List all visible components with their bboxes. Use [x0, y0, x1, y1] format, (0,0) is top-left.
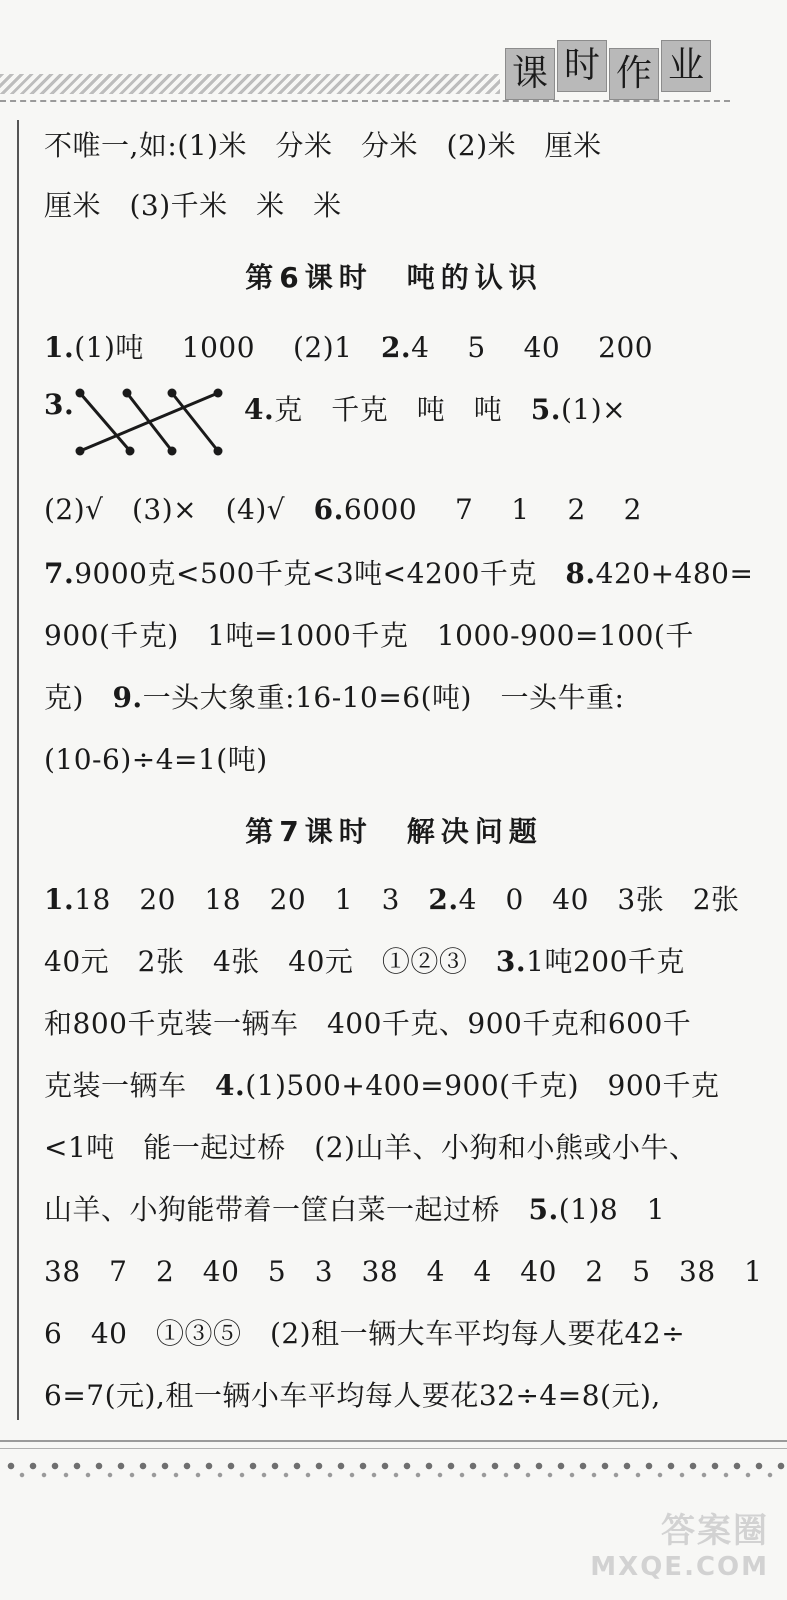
- s7-q2-number: 2.: [428, 883, 459, 916]
- badge-char-1: 课: [505, 48, 555, 100]
- match-dot-top-4: [214, 389, 223, 398]
- match-dot-bottom-2: [126, 447, 135, 456]
- s7-q2-answer: 4 0 40 3张 2张: [458, 883, 740, 916]
- q7-number: 7.: [44, 557, 75, 590]
- q4-number: 4.: [244, 393, 275, 426]
- s6-line-2: [244, 388, 626, 428]
- s7-line-8: 6 40 ①③⑤ (2)租一辆大车平均每人要花42÷: [44, 1317, 686, 1350]
- s6-line-6: [44, 676, 624, 716]
- s7-q4-number: 4.: [215, 1069, 246, 1102]
- s7-q3-answer-end: 克装一辆车: [44, 1069, 216, 1102]
- q5-answer-1: (1)×: [560, 393, 627, 426]
- q5-answer-rest: (2)√ (3)× (4)√: [44, 493, 314, 526]
- s7-line-1: [44, 878, 740, 918]
- s6-line-7: (10-6)÷4=1(吨): [44, 743, 268, 776]
- match-line-4: [80, 393, 218, 451]
- q2-number: 2.: [380, 331, 412, 364]
- q1-answer: (1)吨 1000 (2)1: [74, 331, 381, 364]
- match-dot-top-2: [123, 389, 132, 398]
- q9-answer: 一头大象重:16-10=6(吨) 一头牛重:: [142, 681, 625, 714]
- watermark-url: MXQE.COM: [590, 1552, 769, 1582]
- s6-line-4: [44, 552, 753, 592]
- match-dot-bottom-4: [214, 447, 223, 456]
- s7-q5-answer: (1)8 1: [558, 1193, 666, 1226]
- q2-answer: 4 5 40 200: [411, 331, 654, 364]
- s7-q4-answer-end: 山羊、小狗能带着一筐白菜一起过桥: [44, 1193, 529, 1226]
- match-line-1: [80, 393, 130, 451]
- s7-q5-number: 5.: [528, 1193, 559, 1226]
- q7-answer: 9000克<500千克<3吨<4200千克: [74, 557, 566, 590]
- page-header: [0, 0, 787, 110]
- section-7-title: 第7课时 解决问题: [245, 815, 543, 848]
- q3-number: 3.: [44, 388, 75, 421]
- q4-answer: 克 千克 吨 吨: [274, 393, 531, 426]
- s7-q2-answer-rest: 40元 2张 4张 40元 ①②③: [44, 945, 496, 978]
- prev-line-1: 不唯一,如:(1)米 分米 分米 (2)米 厘米: [44, 129, 602, 162]
- badge-char-4: 业: [661, 40, 711, 92]
- footer-dot-border-small: [11, 1470, 787, 1480]
- s7-q3-answer: 1吨200千克: [526, 945, 685, 978]
- watermark: [590, 1503, 769, 1582]
- q8-answer-end: 克): [44, 681, 113, 714]
- q6-number: 6.: [313, 493, 344, 526]
- s7-line-4: [44, 1064, 719, 1104]
- s7-q1-number: 1.: [44, 883, 75, 916]
- match-dot-bottom-1: [76, 447, 85, 456]
- match-dot-bottom-3: [168, 447, 177, 456]
- s7-q3-number: 3.: [495, 945, 527, 978]
- header-stripe: [0, 74, 500, 94]
- q8-answer: 420+480=: [595, 557, 754, 590]
- match-dot-top-3: [168, 389, 177, 398]
- lesson-badge: [505, 40, 720, 98]
- q5-number: 5.: [530, 393, 561, 426]
- s7-line-2: [44, 940, 685, 980]
- s6-line-3: [44, 488, 642, 528]
- s7-q1-answer: 18 20 18 20 1 3: [74, 883, 429, 916]
- s7-line-9: 6=7(元),租一辆小车平均每人要花32÷4=8(元),: [44, 1379, 661, 1412]
- s6-line-1: [44, 326, 653, 366]
- watermark-title: 答案圈: [661, 1511, 769, 1551]
- q9-number: 9.: [112, 681, 143, 714]
- s6-line-2-q3: [44, 388, 74, 421]
- section-6-title: 第6课时 吨的认识: [245, 261, 543, 294]
- q3-matching-diagram: [72, 385, 232, 465]
- s7-line-6: [44, 1188, 665, 1228]
- s7-line-5: <1吨 能一起过桥 (2)山羊、小狗和小熊或小牛、: [44, 1131, 698, 1164]
- left-margin-rule: [17, 120, 19, 1420]
- s7-q4-answer: (1)500+400=900(千克) 900千克: [245, 1069, 720, 1102]
- prev-line-2: 厘米 (3)千米 米 米: [44, 189, 342, 222]
- badge-char-3: 作: [609, 48, 659, 100]
- q1-number: 1.: [44, 331, 75, 364]
- badge-char-2: 时: [557, 40, 607, 92]
- match-dot-top-1: [76, 389, 85, 398]
- q6-answer: 6000 7 1 2 2: [343, 493, 642, 526]
- s7-line-7: 38 7 2 40 5 3 38 4 4 40 2 5 38 1: [44, 1255, 763, 1288]
- footer-rule-thin: [0, 1448, 787, 1449]
- q8-number: 8.: [565, 557, 596, 590]
- s7-line-3: 和800千克装一辆车 400千克、900千克和600千: [44, 1007, 692, 1040]
- footer-rule: [0, 1440, 787, 1442]
- s6-line-5: 900(千克) 1吨=1000千克 1000-900=100(千: [44, 619, 694, 652]
- header-dashed-rule: [0, 100, 730, 102]
